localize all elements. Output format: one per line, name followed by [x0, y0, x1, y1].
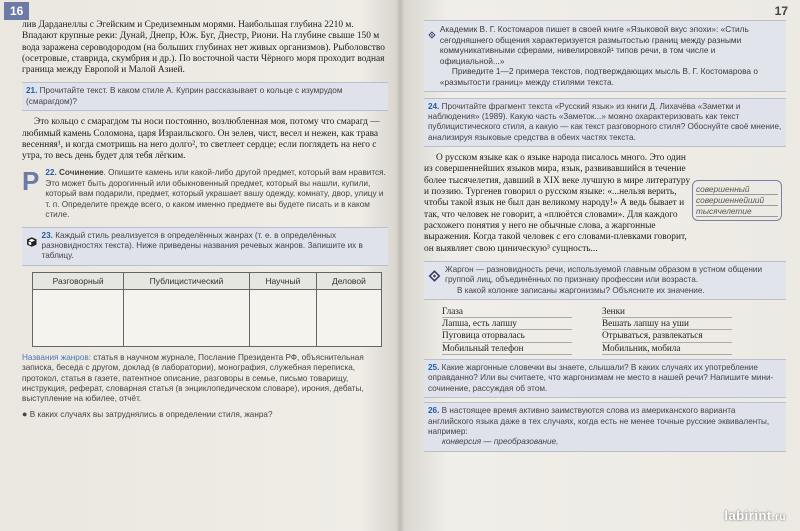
list-item: Зенки [602, 306, 732, 318]
list-item: Вешать лапшу на уши [602, 318, 732, 330]
kostomarov-box [424, 20, 786, 92]
task-21 [22, 82, 388, 111]
watermark-suffix: .ru [771, 512, 786, 523]
jargon-question: В какой колонке записаны жаргонизмы? Объясните их значение. [456, 285, 705, 295]
table-header-business: Деловой [316, 272, 381, 289]
left-page [0, 0, 398, 531]
table-cell [33, 289, 124, 346]
list-item: Пуговица оторвалась [442, 330, 572, 342]
jargon-column [602, 306, 732, 355]
task-26-text: В настоящее время активно заимствуются слова из американского варианта английского языка даже в тех случаях, когда есть не менее точные русские эквиваленты, например: [428, 406, 770, 436]
task-22-text: . Опишите камень или какой-либо другой предмет, который вам нравится. Это может быть дорогинный или обыкновенный предмет, который вы нашли, купили, который вам подарили, предмет, который украшает вашу одежду, комнату, двор, улицу и т. п. Определите прежде всего, о каком именно предмете вы будете писать и в каком стиле. [45, 168, 386, 220]
watermark [724, 508, 786, 523]
genres-label: Названия жанров: [22, 352, 92, 362]
kostomarov-text: Академик В. Г. Костомаров пишет в своей книге «Языковой вкус эпохи»: «Стиль сегодняшнего общения характеризуется размытостью границ между разными коммуникативными сферами, нивелировкой¹ типов речи, в том числе и официальной...» [439, 24, 749, 66]
diamond-icon [428, 265, 441, 287]
task-22 [22, 168, 388, 220]
task-24 [424, 98, 786, 148]
genres-table [32, 272, 382, 347]
genres-text: статья в научном журнале, Послание Президента РФ, объяснительная записка, беседа с другом, доклад (в лаборатории), монография, служебная переписка, протокол, статья в газете, патентное описание, разговоры в семье, письмо товарищу, инструкция, реферат, словарная статья (в энциклопедическом словаре), ирония, дебаты, выступление на юбилее, отчёт. [22, 352, 364, 404]
side-note-word-1: совершенный [696, 184, 778, 195]
side-note-word-2: совершеннейший [696, 195, 778, 206]
kuprin-text: Это кольцо с смарагдом ты носи постоянно, возлюбленная моя, потому что смарагд — любимый камень Соломона, царя Израильского. Он зелен, чист, весел и нежен, как трава весенняя¹, и когда смотришь на него долго², то светлеет сердце; если поглядеть на него с утра, то весь день будет для тебя лёгким. [22, 117, 380, 162]
page-number-left: 16 [4, 2, 29, 20]
list-item: Отрываться, развлекаться [602, 330, 732, 342]
page-number-right: 17 [774, 4, 788, 18]
task-24-text: Прочитайте фрагмент текста «Русский язык» из книги Д. Лихачёва «Заметки и наблюдения» (1989). Какую часть «Заметок...» можно охарактеризовать как текст публицистического стиля, а какую — как текст разговорного стиля? Обоснуйте своё мнение, анализируя языковые средства в обеих частях текста. [428, 101, 782, 142]
jargon-definition: Жаргон — разновидность речи, используемой главным образом в устном общении группой лиц, объединённых по признаку профессии или возраста. [444, 264, 763, 285]
word-columns [442, 306, 786, 355]
task-22-letter: Р [22, 166, 40, 197]
konversia-example: конверсия — преобразование, [442, 437, 559, 447]
neutral-column [442, 306, 572, 355]
task-23-text: Каждый стиль реализуется в определённых жанрах (т. е. в определённых разновидностях текста). Ниже приведены названия речевых жанров. Запишите их в таблицу. [41, 230, 363, 261]
bullet-question [22, 409, 388, 420]
task-22-title: Сочинение [59, 168, 104, 178]
black-sea-text: лив Дарданеллы с Эгейским и Средиземным морями. Наибольшая глубина 2210 м. Впадают крупные реки: Дунай, Днепр, Юж. Буг, Днестр, Риони. На глубине свыше 150 м вода заражена сероводородом (на больших глубинах нет живых организмов). Рыболовство (осетровые, ставрида, скумбрия и др.). По восточной части Чёрного моря проходит водная граница между Европой и Малой Азией. [22, 20, 385, 76]
list-item: Мобильный телефон [442, 343, 572, 355]
table-cell [124, 289, 250, 346]
task-26 [424, 402, 786, 452]
table-cell [249, 289, 316, 346]
bullet-text: В каких случаях вы затруднялись в определении стиля, жанра? [29, 409, 273, 419]
table-header-colloquial: Разговорный [33, 272, 124, 289]
jargon-box [424, 261, 786, 300]
list-item: Глаза [442, 306, 572, 318]
table-cell [316, 289, 381, 346]
task-23-number: 23. [41, 230, 53, 240]
task-22-number: 22. [45, 168, 57, 178]
task-25 [424, 359, 786, 398]
kostomarov-task: Приведите 1—2 примера текстов, подтверждающих мысль В. Г. Костомарова о «размытости границ» между стилями текста. [439, 66, 758, 87]
watermark-text: labirint [724, 508, 772, 523]
cube-icon [26, 231, 38, 253]
task-25-number: 25. [428, 362, 440, 372]
task-21-number: 21. [26, 86, 38, 96]
task-21-text: Прочитайте текст. В каком стиле А. Куприн рассказывает о кольце с изумрудом (смарагдом)? [26, 86, 343, 106]
task-26-number: 26. [428, 406, 440, 416]
table-header-scientific: Научный [249, 272, 316, 289]
right-page [402, 0, 800, 531]
diamond-icon [428, 24, 436, 46]
task-25-text: Какие жаргонные словечки вы знаете, слышали? В каких случаях их употребление оправданно? Или вы считаете, что жаргонизмам не место в нашей речи? Напишите мини-сочинение, рассуждая об этом. [428, 362, 774, 393]
side-note-word-3: тысячелетие [696, 206, 778, 217]
genres-list [22, 353, 388, 405]
side-note [692, 180, 782, 221]
task-24-number: 24. [428, 101, 440, 111]
task-23 [22, 227, 388, 266]
bullet-icon: ● [22, 408, 28, 419]
list-item: Мобильник, мобила [602, 343, 732, 355]
table-header-journalistic: Публицистический [124, 272, 250, 289]
likhachev-body: О русском языке как о языке народа писалось много. Это один из совершеннейших языков мира, язык, развивавшийся в течение более тысячелетия, давший в XIX веке лучшую в мире литературу и поэзию. Тургенев говорил о русском языке: «...нельзя верить, чтобы такой язык не был дан великому народу!» А ведь бывает и так, что человек не говорит, а «плюётся словами». Для каждого расхожего понятия у него не обычные слова, а жаргонные выражения. Когда такой человек с его словами-плевками говорит, он выявляет свою циническую³ сущность... [424, 153, 691, 254]
list-item: Лапша, есть лапшу [442, 318, 572, 330]
